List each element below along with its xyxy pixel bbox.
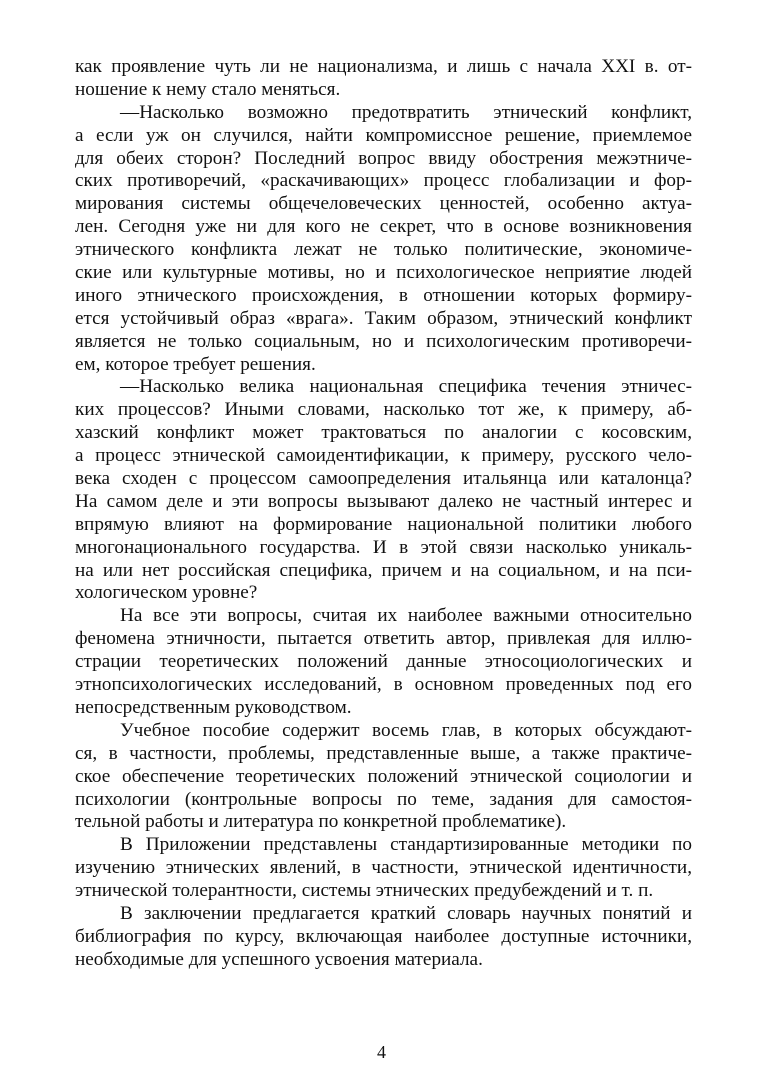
text-line: психологии (контрольные вопросы по теме, задания для самостоя- xyxy=(75,788,692,810)
text-line: феномена этничности, пытается ответить автор, привлекая для иллю- xyxy=(75,628,692,650)
text-line: библиография по курсу, включающая наиболее доступные источники, xyxy=(75,925,692,947)
text-line: этнической толерантности, системы этнических предубеждений и т. п. xyxy=(75,880,654,902)
text-line: ся, в частности, проблемы, представленные выше, а также практиче- xyxy=(75,742,692,764)
text-line: а процесс этнической самоидентификации, к примеру, русского чело- xyxy=(75,445,692,467)
text-line: на или нет российская специфика, причем и на социальном, и на пси- xyxy=(75,559,692,581)
text-line: ские или культурные мотивы, но и психологическое неприятие людей xyxy=(75,262,692,284)
text-line: ких процессов? Иными словами, насколько тот же, к примеру, аб- xyxy=(75,399,692,421)
text-line: ем, которое требует решения. xyxy=(75,353,316,375)
text-line: ских противоречий, «раскачивающих» процесс глобализации и фор- xyxy=(75,170,692,192)
paragraph xyxy=(75,102,692,377)
text-line: —Насколько возможно предотвратить этнический конфликт, xyxy=(120,101,692,123)
text-line: —Насколько велика национальная специфика течения этничес- xyxy=(120,376,692,398)
text-line: На самом деле и эти вопросы вызывают далеко не частный интерес и xyxy=(75,490,692,512)
paragraph xyxy=(75,834,692,903)
text-line: является не только социальным, но и психологическим противоречи- xyxy=(75,330,692,352)
text-line: века сходен с процессом самоопределения итальянца или каталонца? xyxy=(75,468,692,490)
text-line: лен. Сегодня уже ни для кого не секрет, что в основе возникновения xyxy=(75,216,692,238)
text-line: непосредственным руководством. xyxy=(75,696,352,718)
text-line: мирования системы общечеловеческих ценностей, особенно актуа- xyxy=(75,193,692,215)
paragraph xyxy=(75,376,692,605)
text-line: ское обеспечение теоретических положений этнической социологии и xyxy=(75,765,692,787)
text-line: хазский конфликт может трактоваться по аналогии с косовским, xyxy=(75,422,692,444)
page-number: 4 xyxy=(377,1042,386,1062)
text-line: для обеих сторон? Последний вопрос ввиду обострения межэтниче- xyxy=(75,147,692,169)
text-line: Учебное пособие содержит восемь глав, в которых обсуждают- xyxy=(120,719,692,741)
text-line: В заключении предлагается краткий словарь научных понятий и xyxy=(120,902,692,924)
text-line: тельной работы и литература по конкретной проблематике). xyxy=(75,811,567,833)
paragraph xyxy=(75,605,692,719)
text-line: а если уж он случился, найти компромиссное решение, приемлемое xyxy=(75,124,692,146)
text-line: ношение к нему стало меняться. xyxy=(75,78,341,100)
text-line: этнопсихологических исследований, в основном проведенных под его xyxy=(75,674,692,696)
text-line: изучению этнических явлений, в частности, этнической идентичности, xyxy=(75,857,692,879)
text-line: На все эти вопросы, считая их наиболее важными относительно xyxy=(120,605,692,627)
text-line: этнического конфликта лежат не только политические, экономиче- xyxy=(75,239,692,261)
paragraph xyxy=(75,56,692,102)
paragraph xyxy=(75,903,692,972)
text-line: как проявление чуть ли не национализма, и лишь с начала XXI в. от- xyxy=(75,56,692,77)
text-line: впрямую влияют на формирование национальной политики любого xyxy=(75,513,692,535)
paragraph xyxy=(75,720,692,834)
text-line: страции теоретических положений данные этносоциологических и xyxy=(75,651,692,673)
text-line: многонационального государства. И в этой связи насколько уникаль- xyxy=(75,536,692,558)
text-line: иного этнического происхождения, в отношении которых формиру- xyxy=(75,284,692,306)
text-line: необходимые для успешного усвоения материала. xyxy=(75,948,483,970)
text-line: хологическом уровне? xyxy=(75,582,258,604)
page-body xyxy=(75,56,692,972)
text-line: В Приложении представлены стандартизированные методики по xyxy=(120,834,692,856)
text-line: ется устойчивый образ «врага». Таким образом, этнический конфликт xyxy=(75,307,692,329)
